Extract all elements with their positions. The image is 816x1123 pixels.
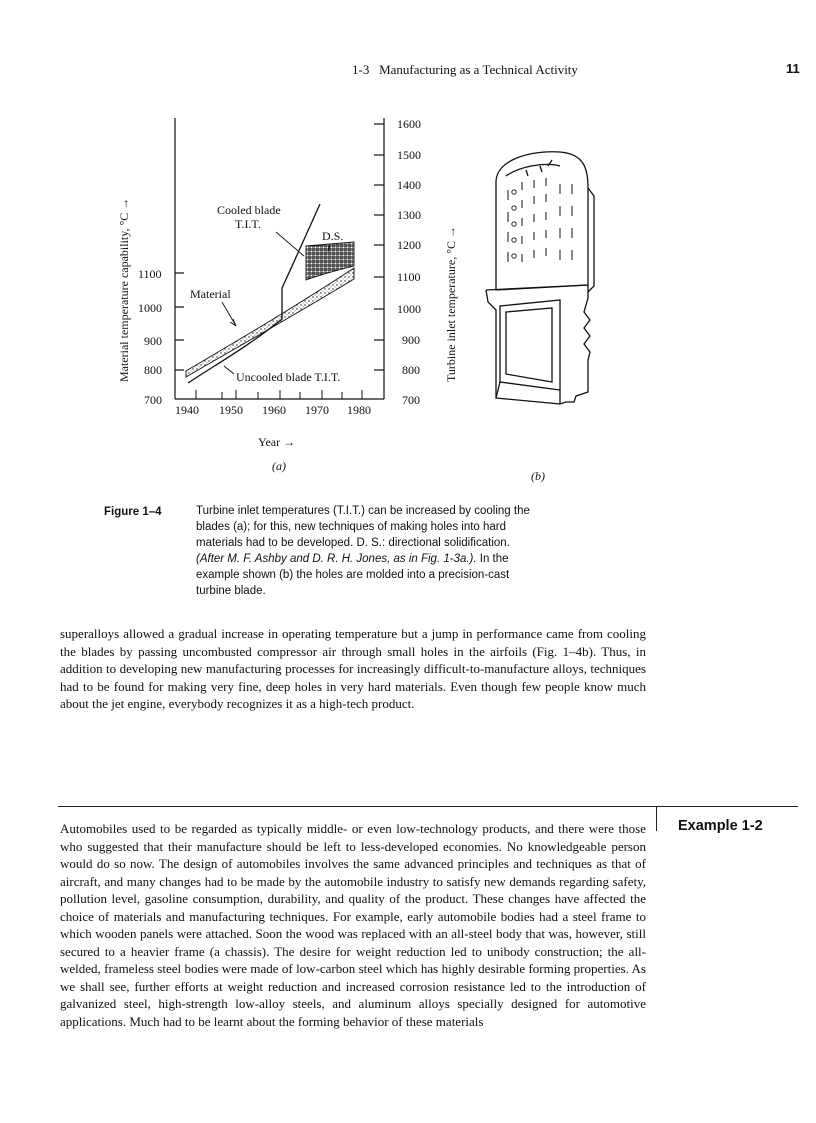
left-tick-800: 800 [144,363,162,377]
right-tick-1100: 1100 [397,270,421,284]
right-tick-700: 700 [402,393,420,407]
body-paragraph: superalloys allowed a gradual increase in operating temperature but a jump in performance came from cooling the blades by passing uncombusted compressor air through small holes in the airfoils (Fig. 1–4b). Thus, in addition to developing new manufacturing processes for increasingly difficult-to-manufacture alloys, techniques had to be found for making very fine, deep holes in very hard materials. Even though few people know much about the jet engine, everybody recognizes it as a high-tech product. [60,626,646,711]
left-tick-1000: 1000 [138,301,162,315]
x-tick-1950: 1950 [219,403,243,417]
caption-citation: (After M. F. Ashby and D. R. H. Jones, as in Fig. 1-3a.). [196,553,477,565]
caption-line-2: blades (a); for this, new techniques of making holes into hard [196,521,507,533]
x-tick-1940: 1940 [175,403,199,417]
right-tick-900: 900 [402,333,420,347]
material-band [186,268,354,377]
right-axis-label: Turbine inlet temperature, °C → [444,226,458,382]
left-axis-label: Material temperature capability, °C → [117,197,131,382]
example-paragraph: Automobiles used to be regarded as typically middle- or even low-technology products, and there were those who suggested that their manufacture should be left to less-developed economies. No knowledgeable person would do so now. The design of automobiles involves the same advanced principles and techniques as that of aircraft, and many changes had to be made by the automobile industry to satisfy new demands regarding safety, pollution level, gasoline consumption, durability, and quality of the product. These changes have affected the choice of materials and manufacturing techniques. For example, early automobile bodies had a steel frame to which wooden panels were attached. Soon the wood was replaced with an all-steel body that was, however, still secured to a heavier frame (a chassis). The desire for weight reduction led to unibody construction; the all-welded, frameless steel bodies were made of low-carbon steel which has highly desirable forming properties. As we shall see, further efforts at weight reduction and increased corrosion resistance led to the introduction of galvanized steel, high-strength low-alloy steels, and aluminum alloys specially designed for automotive applications. Much had to be learnt about the forming behavior of these materials [60,821,646,1029]
right-tick-1000: 1000 [397,302,421,316]
figure-caption-text [196,503,586,599]
subfigure-label-a: (a) [272,459,286,473]
right-tick-1600: 1600 [397,117,421,131]
subfigure-label-b: (b) [531,469,545,483]
left-tick-700: 700 [144,393,162,407]
left-tick-900: 900 [144,334,162,348]
x-axis-label: Year → [258,435,296,449]
caption-line-3: materials had to be developed. D. S.: directional solidification. [196,537,510,549]
annotation-cooled-tit: T.I.T. [235,217,261,231]
turbine-blade-drawing [486,152,594,404]
x-tick-1960: 1960 [262,403,286,417]
right-tick-1400: 1400 [397,178,421,192]
example-label: Example 1-2 [678,818,763,834]
caption-line-1: Turbine inlet temperatures (T.I.T.) can be increased by cooling the [196,505,530,517]
annotation-cooled-blade: Cooled blade [217,203,281,217]
annotation-ds: D.S. [322,229,344,243]
caption-line-5: example shown (b) the holes are molded into a precision-cast [196,569,510,581]
x-tick-1970: 1970 [305,403,329,417]
example-vertical-rule [656,806,657,831]
left-tick-1100: 1100 [138,267,162,281]
right-tick-1200: 1200 [397,238,421,252]
running-header-section: 1-3 Manufacturing as a Technical Activity [352,62,578,77]
page-number: 11 [786,61,800,76]
figure-1-4 [0,0,816,500]
right-tick-1500: 1500 [397,148,421,162]
bottom-axis-ticks [196,390,362,399]
right-axis-ticks [374,124,384,370]
example-top-rule [58,806,798,807]
figure-caption-label: Figure 1–4 [104,506,162,518]
right-tick-800: 800 [402,363,420,377]
x-tick-1980: 1980 [347,403,371,417]
caption-line-4-rest: In the [476,553,509,565]
caption-line-4 [196,551,586,567]
left-axis-ticks [175,273,184,370]
annotation-material: Material [190,287,231,301]
annotation-uncooled-tit: Uncooled blade T.I.T. [236,370,341,384]
caption-line-6: turbine blade. [196,585,266,597]
right-tick-1300: 1300 [397,208,421,222]
